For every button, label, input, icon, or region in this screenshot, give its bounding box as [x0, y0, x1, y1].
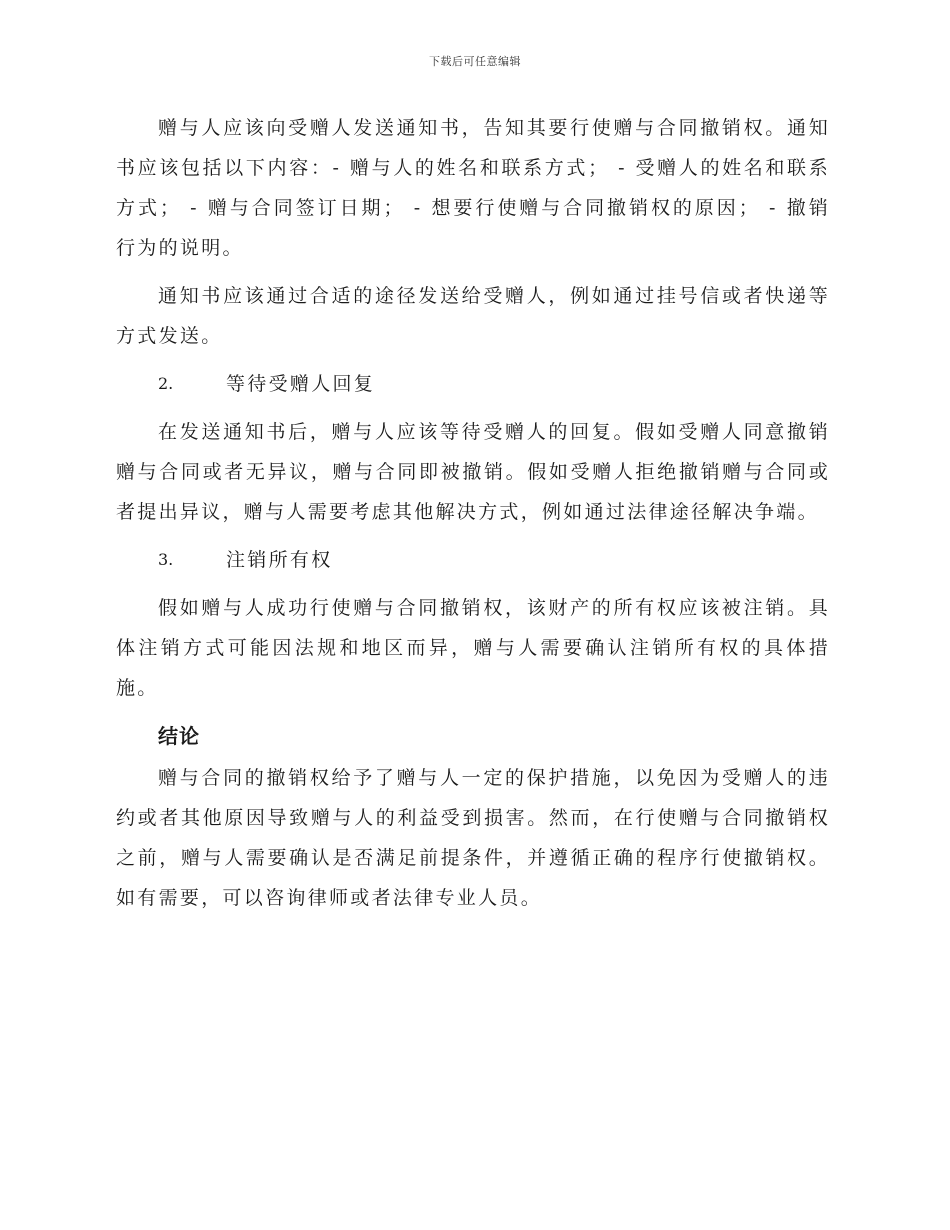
- paragraph-notice-content: 赠与人应该向受赠人发送通知书，告知其要行使赠与合同撤销权。通知书应该包括以下内容：- 赠与人的姓名和联系方式； - 受赠人的姓名和联系方式； - 赠与合同签订日期； - 想要行使赠与合同撤销权的原因； - 撤销行为的说明。: [116, 117, 830, 259]
- section-heading-conclusion: 结论: [158, 724, 200, 748]
- step-title: 等待受赠人回复: [226, 373, 376, 395]
- step-number: 2.: [158, 374, 174, 393]
- step-heading-cancel-ownership: [116, 540, 830, 580]
- step-heading-await-reply: [116, 364, 830, 404]
- step-title: 注销所有权: [226, 549, 333, 571]
- page-header: 下载后可任意编辑: [429, 55, 521, 68]
- paragraph-notice-delivery: 通知书应该通过合适的途径发送给受赠人，例如通过挂号信或者快递等方式发送。: [116, 285, 830, 347]
- step-number: 3.: [158, 550, 174, 569]
- paragraph-cancel-ownership: 假如赠与人成功行使赠与合同撤销权，该财产的所有权应该被注销。具体注销方式可能因法规和地区而异，赠与人需要确认注销所有权的具体措施。: [116, 597, 830, 699]
- paragraph-await-reply: 在发送通知书后，赠与人应该等待受赠人的回复。假如受赠人同意撤销赠与合同或者无异议，赠与合同即被撤销。假如受赠人拒绝撤销赠与合同或者提出异议，赠与人需要考虑其他解决方式，例如通过法律途径解决争端。: [116, 421, 830, 523]
- document-body: [116, 108, 830, 918]
- paragraph-conclusion: 赠与合同的撤销权给予了赠与人一定的保护措施，以免因为受赠人的违约或者其他原因导致赠与人的利益受到损害。然而，在行使赠与合同撤销权之前，赠与人需要确认是否满足前提条件，并遵循正确的程序行使撤销权。如有需要，可以咨询律师或者法律专业人员。: [116, 767, 830, 909]
